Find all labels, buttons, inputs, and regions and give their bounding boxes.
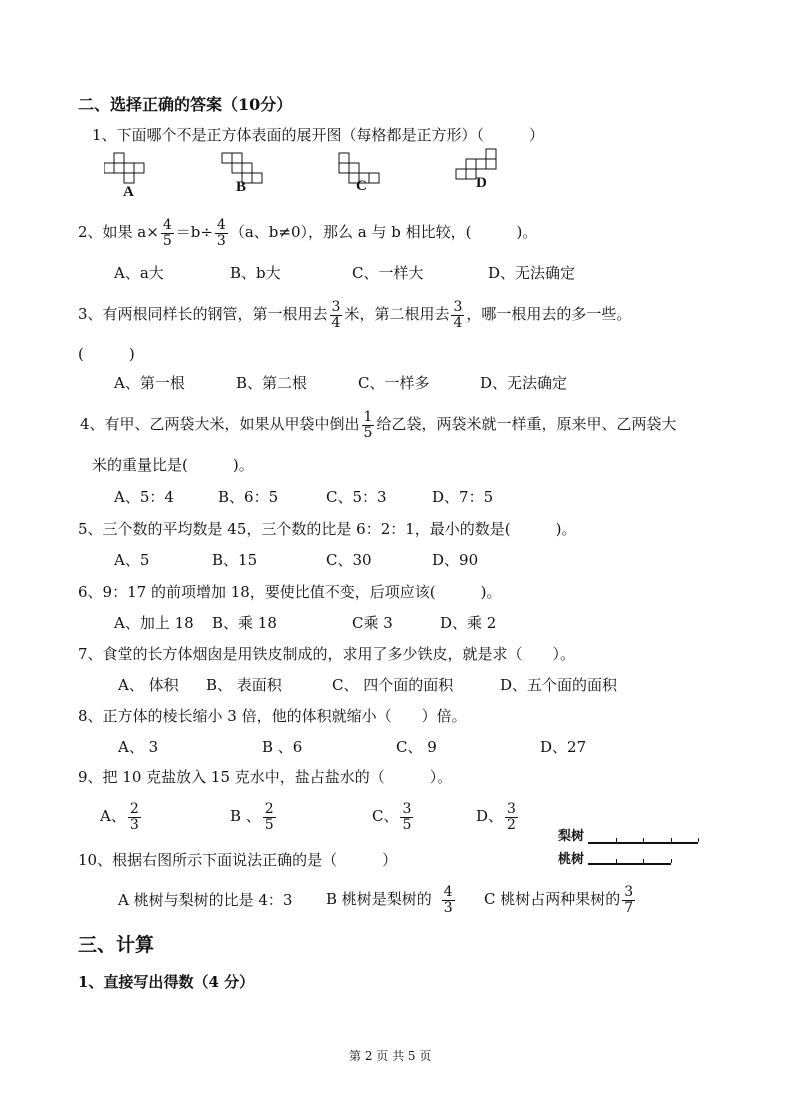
question-2-text: 2、如果 a× $\frac{4}{5}$ ＝b÷ $\frac{4}{3}$ （a、b≠0），那么 a 与 b 相比较，( )。	[78, 217, 538, 249]
question-10-text: 10、根据右图所示下面说法正确的是（ ）	[78, 851, 398, 869]
q6-option-d: D、乘 2	[440, 614, 497, 632]
fraction: $\frac{3}{4}$	[331, 299, 341, 331]
section-heading: 二、选择正确的答案（10分）	[78, 95, 293, 114]
segment-tick	[643, 859, 644, 863]
q5-option-b: B、15	[212, 551, 258, 569]
q3-option-d: D、无法确定	[480, 374, 568, 392]
segment-tick	[671, 838, 672, 842]
tree-bar-pear	[588, 842, 698, 844]
segment-tick	[643, 838, 644, 842]
q9-option-c: C、 $\frac{3}{5}$	[372, 801, 412, 833]
q7-option-a: A、 体积	[118, 676, 179, 694]
cube-net-b-label: B	[236, 179, 247, 195]
q9-option-b: B 、 $\frac{2}{5}$	[230, 801, 274, 833]
segment-tick	[616, 838, 617, 842]
q8-option-b: B 、6	[262, 738, 303, 756]
q5-option-d: D、90	[432, 551, 479, 569]
fraction: $\frac{4}{3}$	[443, 884, 453, 916]
q6-option-a: A、加上 18	[114, 614, 194, 632]
q9-option-a: A、 $\frac{2}{3}$	[100, 801, 139, 833]
question-4-line2: 米的重量比是( )。	[92, 456, 254, 474]
question-5-text: 5、三个数的平均数是 45，三个数的比是 6：2：1，最小的数是( )。	[78, 520, 577, 538]
section-heading: 三、计算	[78, 934, 155, 956]
tree-bar-peach	[588, 863, 671, 865]
question-6-text: 6、9：17 的前项增加 18，要使比值不变，后项应该( )。	[78, 583, 502, 601]
q2-option-a: A、a大	[114, 264, 164, 282]
cube-net-c-label: C	[356, 178, 367, 194]
q6-option-c: C乘 3	[352, 614, 393, 632]
fraction: $\frac{2}{3}$	[129, 801, 139, 833]
q4-option-d: D、7：5	[432, 488, 494, 506]
q8-option-a: A、 3	[118, 738, 159, 756]
q9-option-d: D、 $\frac{3}{2}$	[476, 801, 516, 833]
fraction: $\frac{2}{5}$	[264, 801, 274, 833]
q8-option-d: D、27	[540, 738, 587, 756]
question-4-text: 4、有甲、乙两袋大米，如果从甲袋中倒出 $\frac{1}{5}$ 给乙袋，两袋米就一样重，原来甲、乙两袋大	[80, 409, 677, 441]
q8-option-c: C、 9	[396, 738, 437, 756]
q6-option-b: B、乘 18	[212, 614, 277, 632]
question-8-text: 8、正方体的棱长缩小 3 倍，他的体积就缩小（ ）倍。	[78, 707, 467, 725]
q10-option-a: A 桃树与梨树的比是 4：3	[118, 891, 293, 909]
q2-option-b: B、b大	[230, 264, 281, 282]
q5-option-c: C、30	[326, 551, 372, 569]
q4-option-b: B、6：5	[218, 488, 279, 506]
cube-net-d-label: D	[476, 175, 487, 191]
q7-option-b: B、 表面积	[206, 676, 282, 694]
question-3-text: 3、有两根同样长的钢管，第一根用去 $\frac{3}{4}$ 米，第二根用去 $\frac{3}{4}$ ，哪一根用去的多一些。	[78, 299, 632, 331]
segment-tick	[616, 859, 617, 863]
fraction: $\frac{1}{5}$	[363, 409, 373, 441]
page-footer: 第 2 页 共 5 页	[349, 1049, 432, 1063]
fraction: $\frac{3}{5}$	[402, 801, 412, 833]
question-1-text: 1、下面哪个不是正方体表面的展开图（每格都是正方形）（ ）	[92, 126, 545, 144]
segment-tick	[698, 838, 699, 842]
q5-option-a: A、5	[114, 551, 150, 569]
fraction: $\frac{3}{4}$	[453, 299, 463, 331]
question-7-text: 7、食堂的长方体烟囱是用铁皮制成的，求用了多少铁皮，就是求（ ）。	[78, 645, 576, 663]
q3-option-b: B、第二根	[236, 374, 308, 392]
subsection-heading: 1、直接写出得数（4 分）	[78, 973, 255, 991]
legend-pear-tree: 梨树	[558, 829, 585, 844]
q3-option-c: C、一样多	[358, 374, 430, 392]
q7-option-d: D、五个面的面积	[500, 676, 618, 694]
cube-net-a-label: A	[123, 184, 134, 200]
q7-option-c: C、 四个面的面积	[332, 676, 454, 694]
q3-blank: ( )	[78, 345, 135, 363]
fraction: $\frac{4}{5}$	[162, 217, 172, 249]
fraction: $\frac{4}{3}$	[216, 217, 226, 249]
question-9-text: 9、把 10 克盐放入 15 克水中，盐占盐水的（ ）。	[78, 768, 453, 786]
fraction: $\frac{3}{2}$	[507, 801, 516, 833]
q4-option-c: C、5：3	[326, 488, 387, 506]
q3-option-a: A、第一根	[114, 374, 185, 392]
q2-option-d: D、无法确定	[488, 264, 576, 282]
q10-option-b: B 桃树是梨树的 $\frac{4}{3}$	[326, 884, 453, 916]
fraction: $\frac{3}{7}$	[624, 884, 634, 916]
q2-option-c: C、一样大	[352, 264, 424, 282]
q4-option-a: A、5：4	[114, 488, 174, 506]
segment-tick	[671, 859, 672, 863]
legend-peach-tree: 桃树	[558, 852, 585, 867]
q10-option-c: C 桃树占两种果树的 $\frac{3}{7}$	[484, 884, 634, 916]
